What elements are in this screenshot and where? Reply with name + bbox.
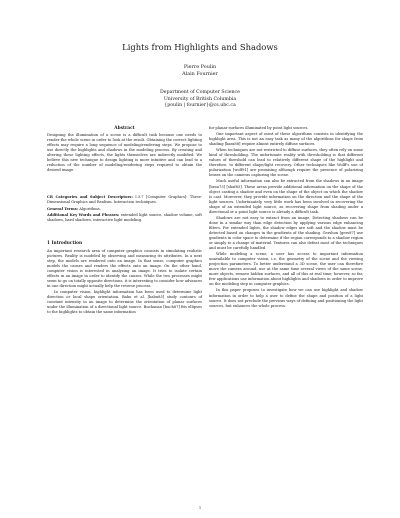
abstract-heading: Abstract [114, 126, 135, 131]
keywords-label: Additional Key Words and Phrases: [47, 212, 120, 217]
general-terms-text: Algorithms. [79, 206, 101, 211]
body-paragraph: for planar surfaces illuminated by point light sources. [209, 126, 309, 130]
cr-categories-text: I.3.7 [Computer Graphics]: Three-Dimensional Graphics and Realism. Interaction techniques. [47, 195, 202, 205]
body-paragraph: In this paper proposes to investigate how we can use highlight and shadow information in order to help a user to define the shape and position of a light source. It does not preclude the previous ways of defining and positioning the light sources, but enhances the whole process. [209, 288, 363, 308]
left-column [47, 126, 202, 316]
section-heading-introduction: 1 Introduction [47, 240, 83, 246]
affiliation-department: Department of Computer Science [160, 90, 240, 95]
affiliation-block [0, 90, 400, 110]
author-name: Alain Fournier [182, 71, 218, 78]
intro-paragraph: In computer vision, highlight information has been used to determine light direction or local shape orientation. Babu et al. [babu85] study contours of constant intensity in an image to determine the orientation of planar surfaces under the illumination of a directional light source. Buchanan [buch87] fits ellipses to the highlights to obtain the same information [47, 290, 202, 315]
paper-title: Lights from Highlights and Shadows [122, 42, 278, 52]
body-paragraph: One important aspect of most of these algorithms consists in identifying the highlight area. This is not an easy task as many of the algorithms for shape from shading [kara88] require almost entirely diffuse surfaces. [209, 132, 363, 147]
authors-block [0, 64, 400, 79]
abstract-text: Designing the illumination of a scene is a difficult task because one needs to render the whole scene in order to look at the result. Obtaining the correct lighting effects may require a long sequence of modeling/rendering steps. We propose to use directly the highlights and shadows in the modeling process. By creating and altering these lighting effects, the lights themselves are indirectly modified. We believe this new technique to design lighting is more intuitive and can lead to a reduction of the number of modeling/rendering steps required to obtain the desired image. [47, 133, 202, 173]
intro-paragraph: An important research area of computer graphics consists in simulating realistic pictures. Reality is modeled by observing and measuring its attributes. In a next step, the models are rendered onto an image. In that sense, computer graphics models the causes and renders the effects onto an image. On the other hand, computer vision is interested in analyzing an image. It tries to isolate certain effects in an image in order to identify the causes. While the two processes might seem to go on totally opposite directions, it is interesting to consider how advances in one direction might actually help the reverse process. [47, 248, 202, 289]
author-name: Pierre Poulin [183, 64, 217, 70]
keywords-text: extended light source, shadow volume, soft shadows, hard shadows, interactive light modeling. [47, 212, 202, 222]
body-paragraph: Shadows are not easy to extract from an image. Detecting shadows can be done in a similar way than edge detection by applying various edge enhancing filters. For extended lights, the shadow edges are soft and the shadow must be detected based on changes in the gradients of the shading. Gershon [gers87] use gradients in color space to determine if the region corresponds to a shadow region or simply to a change of material. Textures can also defeat most of the techniques and must be carefully handled. [209, 215, 363, 251]
body-paragraph: When techniques are not restricted to diffuse surfaces, they often rely on some kind of thresholding. The unfortunate reality with thresholding is that different values of threshold can lead to relatively different shape of the highlight and therefore, to different shape/light recovery. Other techniques like Wolff's use of polarization [wolf91] are promising although require the presence of polarizing lenses on the cameras capturing the scene. [209, 148, 363, 178]
general-terms-label: General Terms: [47, 206, 79, 211]
cr-categories-label: CR Categories and Subject Descriptors: [47, 195, 133, 200]
general-terms [47, 207, 202, 212]
body-paragraph: While modeling a scene, a user has access to important information unavailable to computer vision, i.e. the geometry of the scene and the viewing projection parameters. To better understand a 3D scene, the user can therefore move the camera around, use at the same time several views of the same scene, more objects, remove hidden surfaces, and all of this at real time; however, so far, few applications use information about highlights and shadows in order to improve on the modeling step in computer graphics. [209, 252, 363, 287]
page-number: 1 [198, 506, 202, 510]
affiliation-email: {poulin | fournier}@cs.ubc.ca [164, 103, 236, 109]
body-paragraph: Much useful information can also be extracted from the shadows in an image [brau75] [shaf85]. These areas provide additional information on the shape of the object casting a shadow and even on the shape of the object on which the shadow is cast. Moreover, they provide information on the direction and the shape of the light sources. Unfortunately, very little work has been involved in recovering the shape of an extended light source, as recovering shape from shading under a directional or a point light source is already a difficult task. [209, 179, 363, 214]
cr-categories [47, 195, 202, 205]
affiliation-university: University of British Columbia [163, 96, 237, 102]
keywords [47, 213, 202, 223]
right-column [209, 126, 363, 310]
